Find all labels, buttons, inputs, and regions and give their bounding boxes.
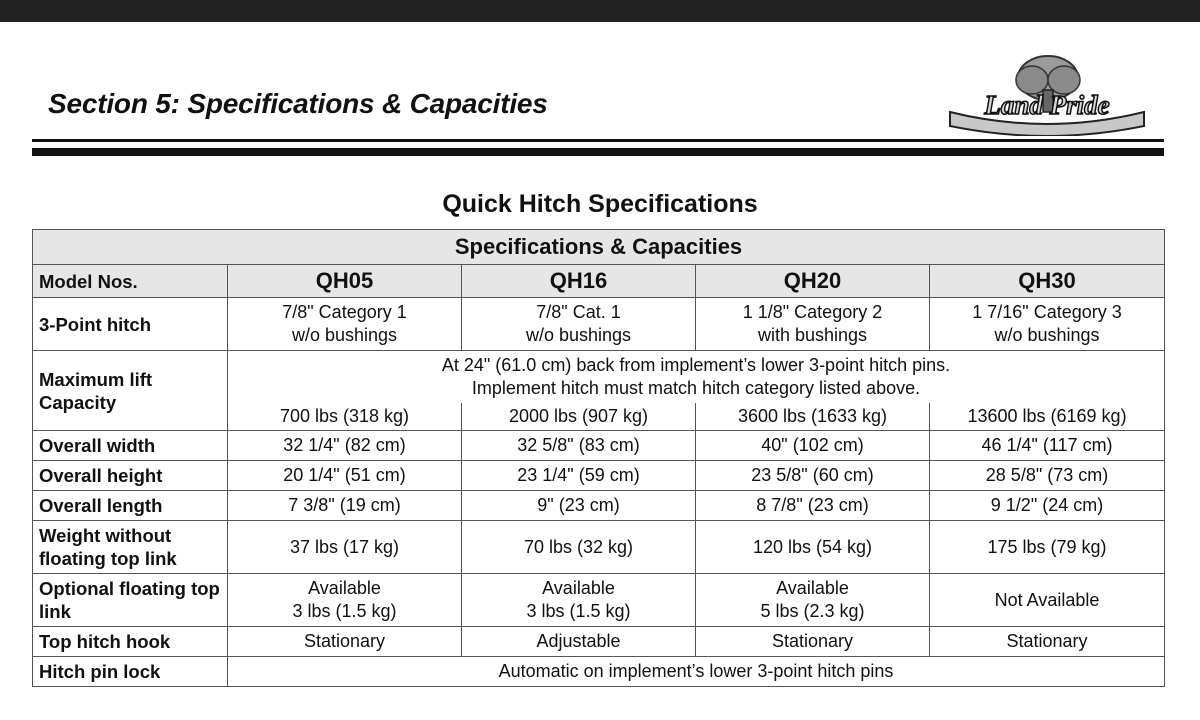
row-label: Overall height [33, 461, 228, 491]
row-label: Overall width [33, 431, 228, 461]
table-row [33, 298, 1165, 351]
table-cell: 9 1/2" (24 cm) [930, 491, 1165, 521]
table-cell: 1 7/16" Category 3 w/o bushings [930, 298, 1165, 351]
header-rule-thin [32, 139, 1164, 142]
logo-text: Land Pride [984, 90, 1110, 120]
table-cell: 32 1/4" (82 cm) [228, 431, 462, 461]
table-cell: Available 5 lbs (2.3 kg) [696, 574, 930, 627]
table-cell: 2000 lbs (907 kg) [462, 403, 696, 431]
model-header: QH05 [228, 265, 462, 298]
table-row [33, 491, 1165, 521]
model-header: QH16 [462, 265, 696, 298]
model-label: Model Nos. [33, 265, 228, 298]
table-cell: Stationary [930, 627, 1165, 657]
table-cell: Stationary [696, 627, 930, 657]
section-title: Section 5: Specifications & Capacities [48, 88, 548, 119]
land-pride-logo [944, 50, 1150, 136]
table-cell: Available 3 lbs (1.5 kg) [228, 574, 462, 627]
row-label: Overall length [33, 491, 228, 521]
table-cell: Not Available [930, 574, 1165, 627]
top-bar [0, 0, 1200, 22]
table-cell: 23 5/8" (60 cm) [696, 461, 930, 491]
table-row [33, 574, 1165, 627]
row-label: Maximum lift Capacity [33, 351, 228, 431]
row-label: Hitch pin lock [33, 657, 228, 687]
header-row [33, 265, 1165, 298]
model-header: QH20 [696, 265, 930, 298]
table-cell: Adjustable [462, 627, 696, 657]
header-rule-thick [32, 148, 1164, 156]
table-cell: 7 3/8" (19 cm) [228, 491, 462, 521]
table-cell: 28 5/8" (73 cm) [930, 461, 1165, 491]
table-cell: 7/8" Category 1 w/o bushings [228, 298, 462, 351]
model-header: QH30 [930, 265, 1165, 298]
caption-row [33, 230, 1165, 265]
table-cell: 175 lbs (79 kg) [930, 521, 1165, 574]
table-cell: 37 lbs (17 kg) [228, 521, 462, 574]
table-cell: 3600 lbs (1633 kg) [696, 403, 930, 431]
table-cell: 23 1/4" (59 cm) [462, 461, 696, 491]
table-cell: 8 7/8" (23 cm) [696, 491, 930, 521]
table-cell: 7/8" Cat. 1 w/o bushings [462, 298, 696, 351]
table-cell: 32 5/8" (83 cm) [462, 431, 696, 461]
table-row [33, 521, 1165, 574]
table-cell: Stationary [228, 627, 462, 657]
table-cell: Automatic on implement’s lower 3-point hitch pins [228, 657, 1165, 687]
table-cell: 9" (23 cm) [462, 491, 696, 521]
table-cell: 700 lbs (318 kg) [228, 403, 462, 431]
table-row [33, 627, 1165, 657]
table-cell: 120 lbs (54 kg) [696, 521, 930, 574]
table-caption: Specifications & Capacities [33, 230, 1165, 265]
table-row [33, 461, 1165, 491]
table-title: Quick Hitch Specifications [442, 190, 758, 218]
table-cell: 70 lbs (32 kg) [462, 521, 696, 574]
table-cell: 1 1/8" Category 2 with bushings [696, 298, 930, 351]
row-label: Weight without floating top link [33, 521, 228, 574]
table-cell: 20 1/4" (51 cm) [228, 461, 462, 491]
row-label: Optional floating top link [33, 574, 228, 627]
row-label: 3-Point hitch [33, 298, 228, 351]
table-row [33, 657, 1165, 687]
lift-note: At 24" (61.0 cm) back from implement’s lower 3-point hitch pins. Implement hitch must match hitch category listed above. [228, 351, 1165, 404]
table-cell: Available 3 lbs (1.5 kg) [462, 574, 696, 627]
spec-table [32, 229, 1165, 687]
table-row [33, 431, 1165, 461]
table-row [33, 351, 1165, 404]
row-label: Top hitch hook [33, 627, 228, 657]
table-cell: 13600 lbs (6169 kg) [930, 403, 1165, 431]
table-cell: 40" (102 cm) [696, 431, 930, 461]
table-cell: 46 1/4" (117 cm) [930, 431, 1165, 461]
